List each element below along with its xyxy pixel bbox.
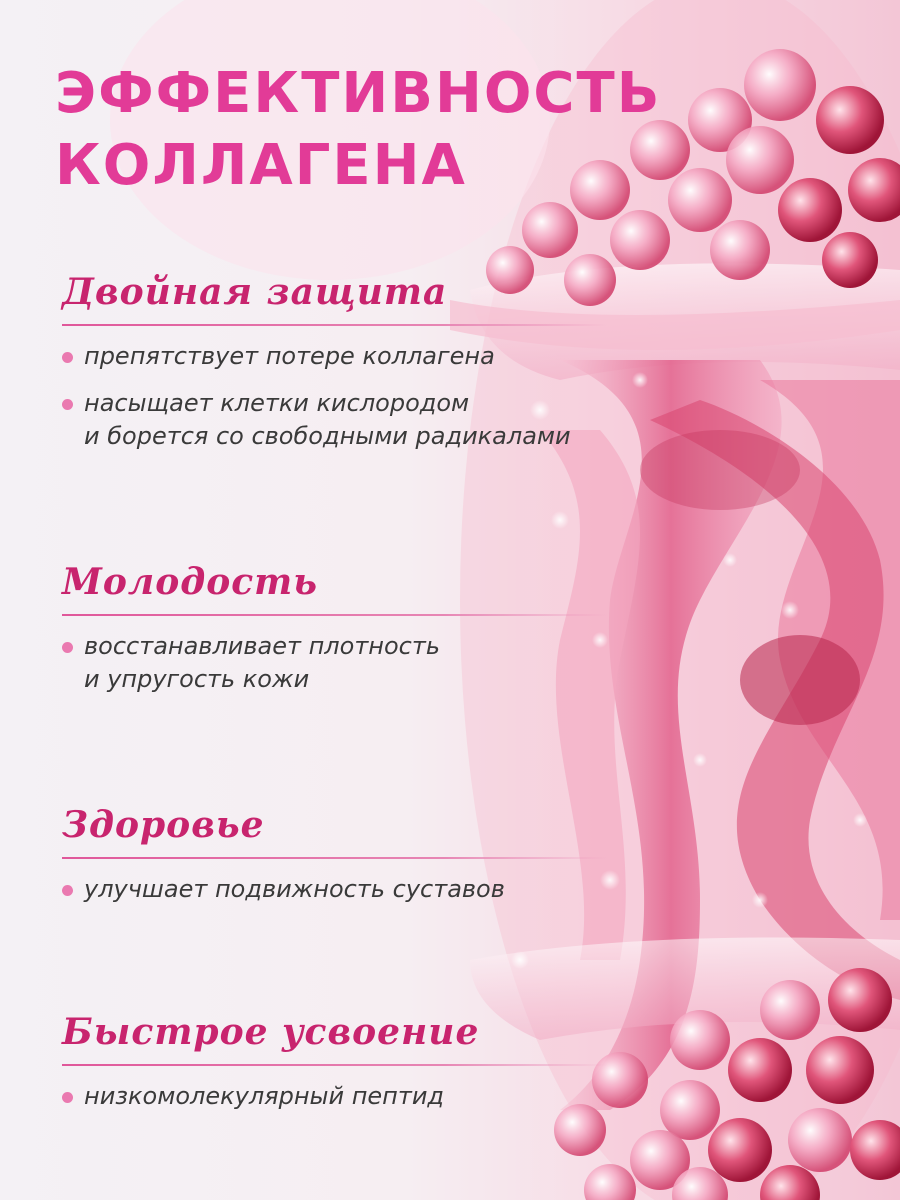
section-heading: Двойная защита: [62, 271, 448, 313]
list-item-text-continued: и борется со свободными радикалами: [84, 422, 571, 450]
bullet-list: [62, 630, 622, 696]
section-divider: [62, 857, 607, 859]
page-title: [55, 58, 661, 202]
section-divider: [62, 614, 607, 616]
section-youth: [62, 560, 622, 710]
list-item: [62, 1080, 622, 1113]
section-heading: Молодость: [62, 561, 319, 603]
section-fast-absorption: [62, 1010, 622, 1127]
list-item: [62, 340, 622, 373]
section-divider: [62, 1064, 607, 1066]
section-divider: [62, 324, 607, 326]
section-double-protection: [62, 270, 622, 467]
bullet-dot-icon: [62, 1092, 73, 1103]
bullet-dot-icon: [62, 642, 73, 653]
title-line-2: КОЛЛАГЕНА: [55, 133, 467, 198]
list-item: [62, 387, 622, 453]
bullet-list: [62, 340, 622, 453]
section-health: [62, 803, 622, 920]
list-item-text: насыщает клетки кислородом: [84, 389, 470, 417]
bullet-list: [62, 873, 622, 906]
list-item-text: препятствует потере коллагена: [84, 342, 495, 370]
list-item: [62, 873, 622, 906]
bullet-list: [62, 1080, 622, 1113]
bullet-dot-icon: [62, 399, 73, 410]
list-item-text: улучшает подвижность суставов: [84, 875, 505, 903]
section-heading: Здоровье: [62, 804, 265, 846]
list-item-text: низкомолекулярный пептид: [84, 1082, 445, 1110]
list-item-text: восстанавливает плотность: [84, 632, 441, 660]
bullet-dot-icon: [62, 352, 73, 363]
list-item: [62, 630, 622, 696]
section-heading: Быстрое усвоение: [62, 1011, 480, 1053]
list-item-text-continued: и упругость кожи: [84, 665, 310, 693]
bullet-dot-icon: [62, 885, 73, 896]
title-line-1: ЭФФЕКТИВНОСТЬ: [55, 61, 662, 126]
